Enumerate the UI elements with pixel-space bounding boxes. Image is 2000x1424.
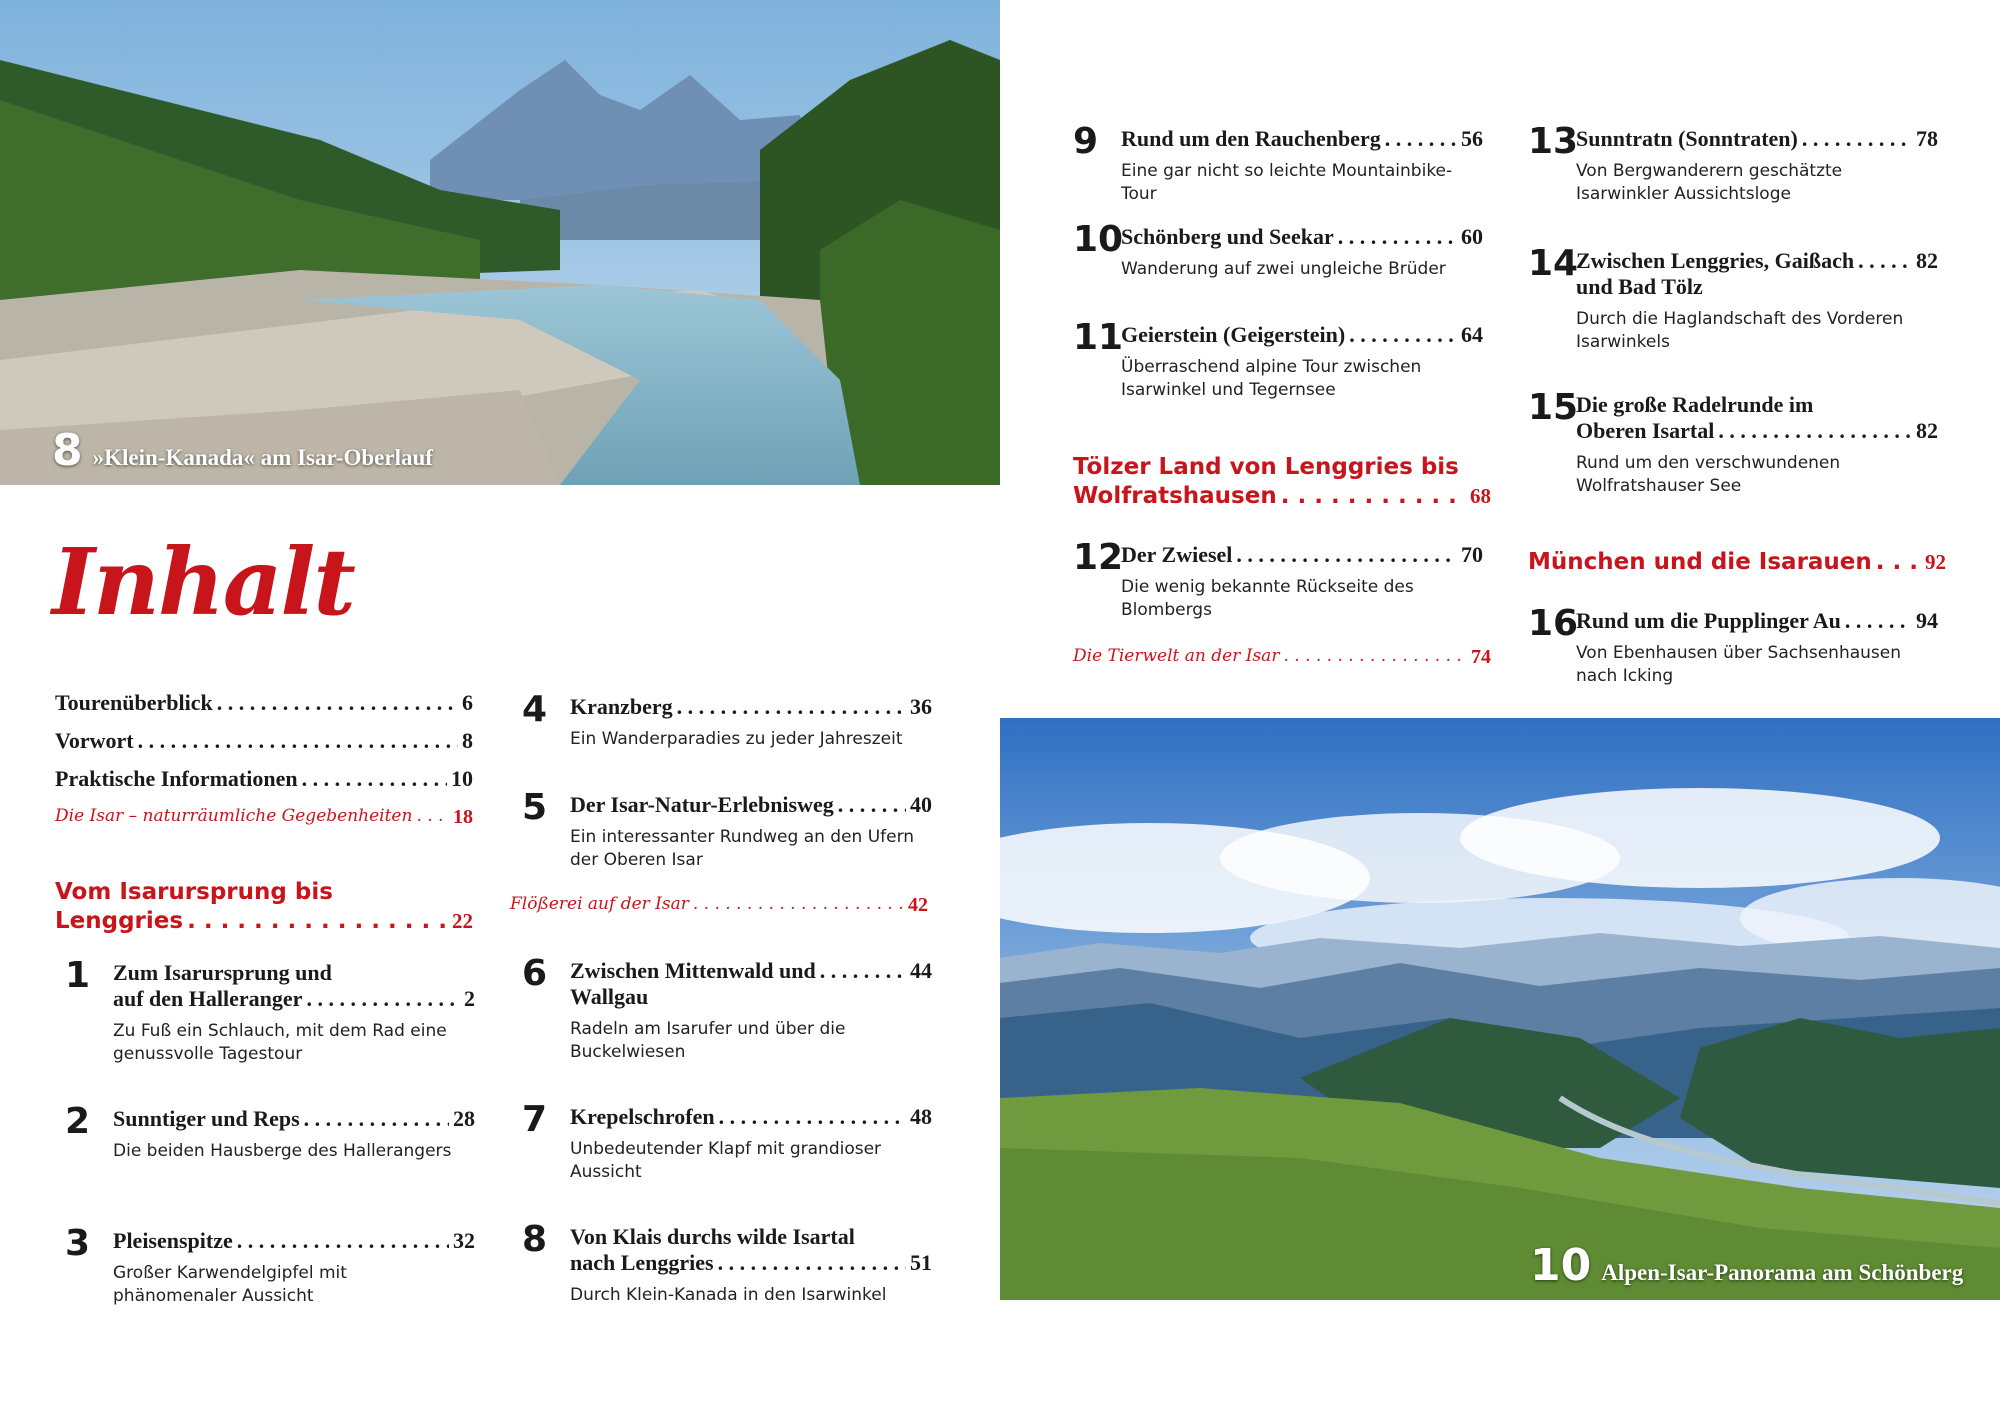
tour-page: 82	[1916, 248, 1938, 273]
toc-entry[interactable]	[55, 766, 473, 792]
tour-title: Sunntiger und Reps	[113, 1106, 300, 1131]
entry-label: Praktische Informationen	[55, 766, 298, 791]
tour-title: Krepelschrofen	[570, 1104, 715, 1129]
tour-title: Oberen Isartal	[1576, 418, 1715, 443]
entry-page: 8	[462, 728, 473, 753]
toc-entry[interactable]	[55, 690, 473, 716]
photo-klein-kanada	[0, 0, 1000, 485]
tour-page: 40	[910, 792, 932, 817]
tour-title: nach Lenggries	[570, 1250, 714, 1275]
dot-leader	[1718, 418, 1912, 444]
tour-number: 14	[1528, 243, 1579, 284]
tour-title: Geierstein (Geigerstein)	[1121, 322, 1346, 347]
tour-number: 6	[522, 953, 548, 994]
dot-leader	[1236, 542, 1457, 568]
caption-number: 8	[52, 425, 83, 476]
toc-section-heading[interactable]	[55, 878, 473, 936]
tour-title-line1: Die große Radelrunde im	[1576, 392, 1814, 417]
tour-title: Rund um die Pupplinger Au	[1576, 608, 1841, 633]
dot-leader	[1845, 608, 1912, 634]
tour-page: 94	[1916, 608, 1938, 633]
dot-leader	[1338, 224, 1457, 250]
tour-title: Kranzberg	[570, 694, 673, 719]
feature-page: 42	[908, 894, 928, 916]
dot-leader	[838, 792, 906, 818]
tour-page: 44	[910, 958, 932, 983]
dot-leader	[677, 694, 906, 720]
tour-description: Zu Fuß ein Schlauch, mit dem Rad eine genussvolle Tagestour	[113, 1021, 447, 1064]
tour-title: Zwischen Mittenwald und	[570, 958, 816, 983]
tour-number: 15	[1528, 387, 1579, 428]
tour-number: 10	[1073, 219, 1124, 260]
dot-leader	[237, 1228, 449, 1254]
tour-description: Ein interessanter Rundweg an den Ufern der Oberen Isar	[570, 827, 915, 870]
tour-title: Pleisenspitze	[113, 1228, 233, 1253]
tour-description: Von Bergwanderern geschätzte Isarwinkler Aussichtsloge	[1576, 161, 1843, 204]
tour-number: 7	[522, 1099, 548, 1140]
photo-bottom-caption	[1530, 1240, 1963, 1291]
dot-leader	[217, 690, 458, 716]
dot-leader	[1385, 126, 1457, 152]
tour-description: Radeln am Isarufer und über die Buckelwiesen	[570, 1019, 846, 1062]
tour-page: 28	[453, 1106, 475, 1131]
photo-top-caption	[52, 425, 433, 476]
tour-title: Zwischen Lenggries, Gaißach	[1576, 248, 1855, 273]
tour-number: 8	[522, 1219, 548, 1260]
dot-leader	[1281, 482, 1466, 511]
section-title: München und die Isarauen	[1528, 549, 1872, 575]
tour-title: Sunntratn (Sonntraten)	[1576, 126, 1798, 151]
dot-leader	[1876, 548, 1921, 577]
dot-leader	[1858, 248, 1912, 274]
tour-page: 32	[453, 1228, 475, 1253]
dot-leader	[719, 1104, 906, 1130]
section-title-line1: Vom Isarursprung bis	[55, 879, 333, 905]
section-title-line1: Tölzer Land von Lenggries bis	[1073, 454, 1459, 480]
tour-description: Eine gar nicht so leichte Mountainbike-Tour	[1121, 161, 1453, 204]
tour-title-line1: Von Klais durchs wilde Isartal	[570, 1224, 855, 1249]
tour-number: 9	[1073, 121, 1099, 162]
tour-title: Der Zwiesel	[1121, 542, 1233, 567]
dot-leader	[1283, 646, 1467, 669]
tour-title: Schönberg und Seekar	[1121, 224, 1334, 249]
toc-feature-entry[interactable]	[1073, 646, 1491, 669]
page-title: Inhalt	[52, 528, 354, 636]
tour-page: 36	[910, 694, 932, 719]
tour-page: 48	[910, 1104, 932, 1129]
tour-title-line2: und Bad Tölz	[1576, 274, 1703, 299]
tour-number: 16	[1528, 603, 1579, 644]
tour-number: 2	[65, 1101, 91, 1142]
caption-text: Alpen-Isar-Panorama am Schönberg	[1601, 1260, 1964, 1285]
photo-schoenberg-panorama	[1000, 718, 2000, 1300]
dot-leader	[1802, 126, 1912, 152]
tour-page: 56	[1461, 126, 1483, 151]
dot-leader	[138, 728, 458, 754]
tour-description: Großer Karwendelgipfel mit phänomenaler Aussicht	[113, 1263, 347, 1306]
dot-leader	[416, 806, 449, 829]
section-title-line2: Wolfratshausen	[1073, 483, 1277, 509]
tour-page: 51	[910, 1250, 932, 1275]
dot-leader	[187, 907, 448, 936]
dot-leader	[304, 1106, 449, 1132]
feature-label: Die Tierwelt an der Isar	[1073, 646, 1280, 666]
tour-description: Durch Klein-Kanada in den Isarwinkel	[570, 1285, 887, 1305]
entry-page: 10	[451, 766, 473, 791]
tour-description: Unbedeutender Klapf mit grandioser Aussicht	[570, 1139, 882, 1182]
tour-description: Die wenig bekannte Rückseite des Blombergs	[1121, 577, 1414, 620]
section-page: 68	[1470, 484, 1491, 508]
tour-description: Rund um den verschwundenen Wolfratshauser See	[1576, 453, 1841, 496]
caption-text: »Klein-Kanada« am Isar-Oberlauf	[92, 445, 433, 470]
tour-description: Durch die Haglandschaft des Vorderen Isarwinkels	[1576, 309, 1904, 352]
entry-label: Vorwort	[55, 728, 134, 753]
feature-label: Flößerei auf der Isar	[510, 894, 689, 914]
tour-title: Der Isar-Natur-Erlebnisweg	[570, 792, 834, 817]
tour-description: Von Ebenhausen über Sachsenhausen nach Icking	[1576, 643, 1902, 686]
dot-leader	[718, 1250, 906, 1276]
tour-page: 78	[1916, 126, 1938, 151]
tour-description: Die beiden Hausberge des Hallerangers	[113, 1141, 452, 1161]
tour-title-line2: Wallgau	[570, 984, 649, 1009]
tour-number: 11	[1073, 317, 1124, 358]
tour-page: 60	[1461, 224, 1483, 249]
tour-page: 2	[464, 986, 475, 1011]
feature-label: Die Isar – naturräumliche Gegebenheiten	[55, 806, 413, 826]
tour-number: 12	[1073, 537, 1124, 578]
toc-section-heading[interactable]	[1073, 453, 1491, 511]
tour-title-line1: Zum Isarursprung und	[113, 960, 332, 985]
section-title-line2: Lenggries	[55, 908, 184, 934]
dot-leader	[306, 986, 460, 1012]
toc-feature-entry[interactable]	[55, 806, 473, 829]
entry-label: Tourenüberblick	[55, 690, 213, 715]
tour-page: 70	[1461, 542, 1483, 567]
tour-number: 5	[522, 787, 548, 828]
toc-feature-entry[interactable]	[510, 894, 928, 917]
toc-entry[interactable]	[55, 728, 473, 754]
tour-number: 13	[1528, 121, 1579, 162]
section-page: 92	[1925, 550, 1946, 574]
dot-leader	[693, 894, 904, 917]
feature-page: 74	[1471, 646, 1491, 668]
entry-page: 6	[462, 690, 473, 715]
tour-description: Ein Wanderparadies zu jeder Jahreszeit	[570, 729, 903, 749]
tour-page: 64	[1461, 322, 1483, 347]
tour-description: Überraschend alpine Tour zwischen Isarwinkel und Tegernsee	[1121, 357, 1422, 400]
tour-number: 4	[522, 689, 548, 730]
tour-description: Wanderung auf zwei ungleiche Brüder	[1121, 259, 1446, 279]
section-page: 22	[452, 909, 473, 933]
tour-title: auf den Halleranger	[113, 986, 303, 1011]
toc-section-heading[interactable]	[1528, 548, 1946, 577]
dot-leader	[1349, 322, 1457, 348]
tour-page: 82	[1916, 418, 1938, 443]
dot-leader	[820, 958, 906, 984]
feature-page: 18	[453, 806, 473, 828]
tour-title: Rund um den Rauchenberg	[1121, 126, 1381, 151]
dot-leader	[302, 766, 447, 792]
tour-number: 1	[65, 955, 91, 996]
caption-number: 10	[1530, 1240, 1592, 1291]
tour-number: 3	[65, 1223, 91, 1264]
